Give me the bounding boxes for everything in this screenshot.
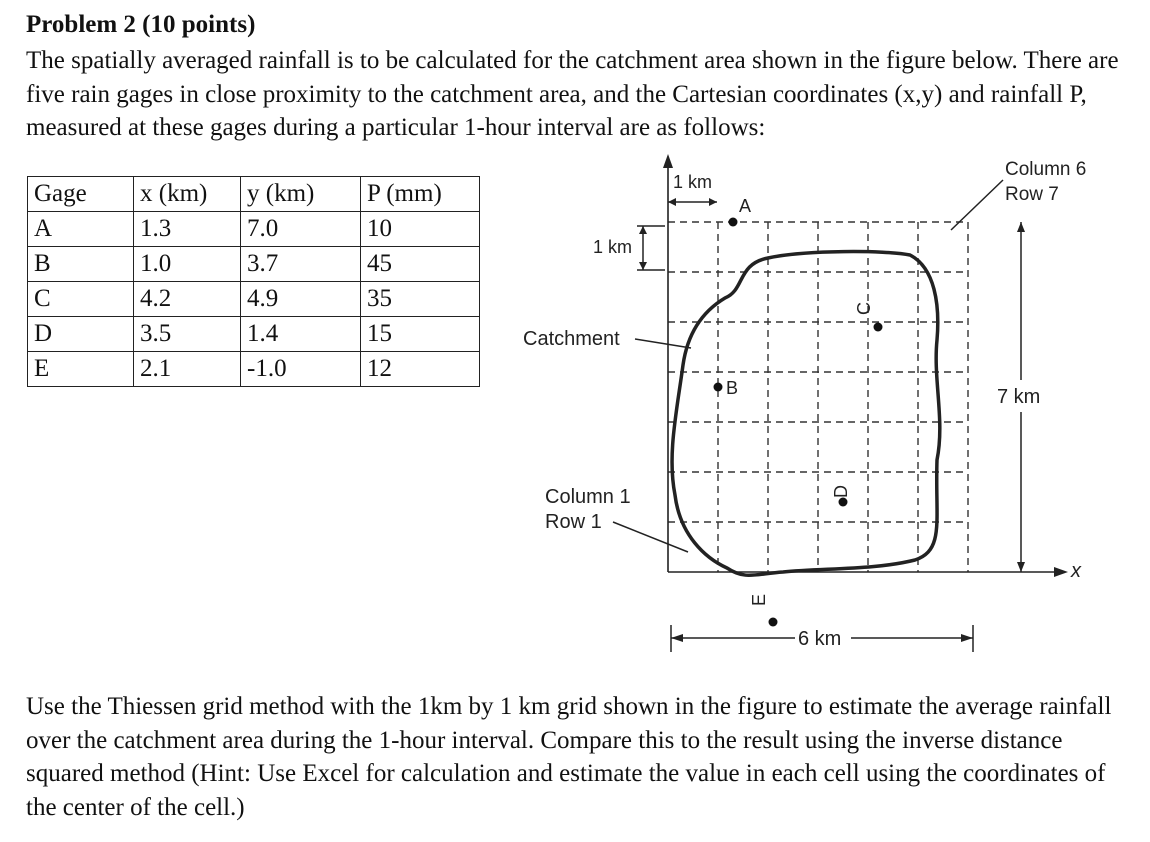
x-axis-arrow (1054, 567, 1068, 577)
x-cell: 2.1 (134, 352, 241, 387)
gage-a-marker (729, 218, 738, 227)
p-cell: 15 (361, 317, 480, 352)
gage-b-marker (714, 383, 723, 392)
width-dim-arrow-left (671, 634, 683, 642)
table-row (28, 212, 480, 247)
height-dim-label: 7 km (997, 386, 1041, 408)
catchment-leader (635, 339, 691, 348)
problem-heading: Problem 2 (10 points) (26, 11, 256, 38)
height-dim-arrow-bottom (1017, 562, 1025, 572)
gage-c-marker (874, 323, 883, 332)
x-cell: 3.5 (134, 317, 241, 352)
gage-d-label: D (831, 485, 851, 498)
width-dim-arrow-right (961, 634, 973, 642)
top-scale-arrow-right (709, 198, 717, 206)
side-scale-arrow-top (639, 226, 647, 234)
side-scale-arrow-bottom (639, 262, 647, 270)
gage-cell: B (28, 247, 134, 282)
top-scale-arrow-left (668, 198, 676, 206)
x-axis-label: x (1071, 560, 1081, 582)
x-cell: 4.2 (134, 282, 241, 317)
gage-b-label: B (726, 378, 739, 398)
annotations (523, 159, 1086, 652)
gage-cell: D (28, 317, 134, 352)
x-cell: 1.0 (134, 247, 241, 282)
p-cell: 12 (361, 352, 480, 387)
gage-a-label: A (739, 196, 752, 216)
column6-label: Column 6 (1005, 159, 1087, 180)
gage-table (27, 176, 480, 387)
gage-e-label: E (749, 593, 769, 606)
table-header-row (28, 177, 480, 212)
column1-leader (613, 522, 688, 552)
catchment-figure (505, 140, 1125, 670)
table-row (28, 282, 480, 317)
grid (668, 222, 968, 572)
column6-leader (951, 180, 1003, 230)
gage-e-marker (769, 618, 778, 627)
table-row (28, 247, 480, 282)
y-cell: -1.0 (241, 352, 361, 387)
header-y: y (km) (241, 177, 361, 212)
problem-intro: The spatially averaged rainfall is to be calculated for the catchment area shown in the figure below. There are five rain gages in close proximity to the catchment area, and the Cartesian coordinates (x,y) and rainfall P, measured at these gages during a particular 1-hour interval are as follows: (26, 47, 1119, 141)
y-cell: 3.7 (241, 247, 361, 282)
width-dim-label: 6 km (798, 628, 842, 650)
header-x: x (km) (134, 177, 241, 212)
top-scale-label: 1 km (673, 172, 713, 192)
gage-c-label: C (854, 302, 874, 315)
column1-label: Column 1 (545, 486, 631, 508)
side-scale-label: 1 km (593, 237, 633, 257)
y-cell: 1.4 (241, 317, 361, 352)
header-gage: Gage (28, 177, 134, 212)
gage-cell: E (28, 352, 134, 387)
header-p: P (mm) (361, 177, 480, 212)
gage-cell: A (28, 212, 134, 247)
p-cell: 35 (361, 282, 480, 317)
p-cell: 45 (361, 247, 480, 282)
problem-instructions: Use the Thiessen grid method with the 1km by 1 km grid shown in the figure to estimate the average rainfall over the catchment area during the 1-hour interval. Compare this to the result using the inverse distance squared method (Hint: Use Excel for calculation and estimate the value in each cell using the coordinates of the center of the cell.) (26, 693, 1112, 821)
y-axis-arrow (663, 154, 673, 168)
row1-label: Row 1 (545, 511, 602, 533)
catchment-label: Catchment (523, 328, 620, 350)
axes (663, 154, 1068, 577)
catchment-boundary (672, 252, 940, 576)
row7-label: Row 7 (1005, 184, 1059, 205)
y-cell: 7.0 (241, 212, 361, 247)
gage-markers (714, 196, 883, 627)
table-row (28, 352, 480, 387)
height-dim-arrow-top (1017, 222, 1025, 232)
x-cell: 1.3 (134, 212, 241, 247)
y-cell: 4.9 (241, 282, 361, 317)
p-cell: 10 (361, 212, 480, 247)
table-row (28, 317, 480, 352)
gage-cell: C (28, 282, 134, 317)
